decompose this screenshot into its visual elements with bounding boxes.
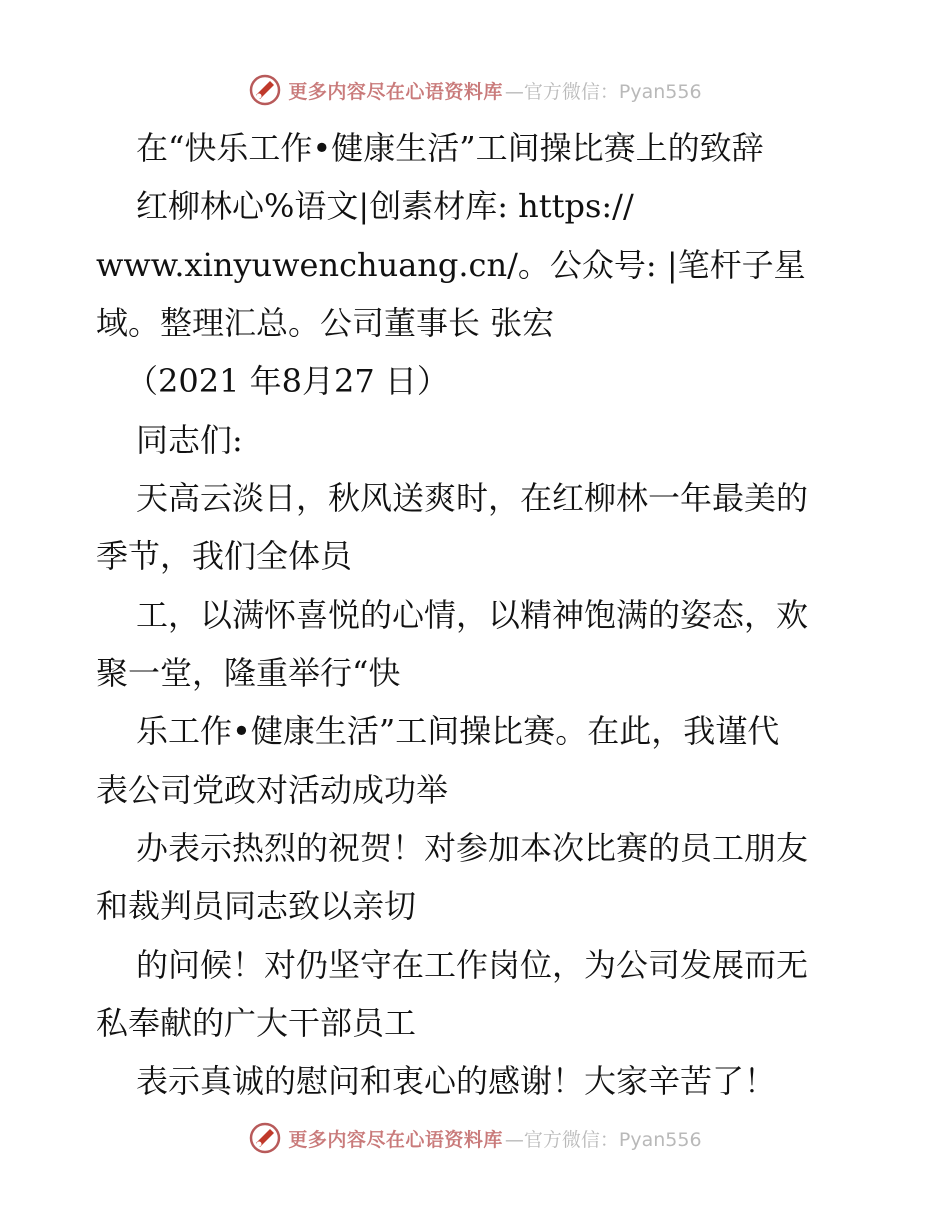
header-banner [0,70,950,110]
logo-icon [248,1121,282,1155]
document-title: 在“快乐工作•健康生活”工间操比赛上的致辞 [136,129,764,167]
text-line: 天高云淡日，秋风送爽时，在红柳林一年最美的 [136,479,809,517]
text-line: 办表示热烈的祝贺！对参加本次比赛的员工朋友 [136,829,809,867]
banner-text: 更多内容尽在心语资料库 [288,1128,503,1151]
text-line: 和裁判员同志致以亲切 [96,887,417,925]
banner-contact: —官方微信：Pyan556 [504,1128,702,1151]
text-line: 私奉献的广大干部员工 [96,1004,417,1042]
text-line: 域。整理汇总。公司董事长 张宏 [96,304,555,342]
text-line: www.xinyuwenchuang.cn/。公众号: |笔杆子星 [96,246,806,284]
text-line: 的问候！对仍坚守在工作岗位，为公司发展而无 [136,946,809,984]
banner-contact: —官方微信：Pyan556 [504,80,702,103]
salutation: 同志们: [136,421,243,459]
text-line: 表公司党政对活动成功举 [96,771,449,809]
text-line: 季节，我们全体员 [96,537,353,575]
date-line: （2021 年8月27 日） [126,362,449,400]
text-line: 表示真诚的慰问和衷心的感谢！大家辛苦了！ [136,1062,777,1100]
text-line: 聚一堂，隆重举行“快 [96,654,401,692]
text-line: 乐工作•健康生活”工间操比赛。在此，我谨代 [136,712,780,750]
logo-icon [248,73,282,107]
banner-text: 更多内容尽在心语资料库 [288,80,503,103]
footer-banner [0,1118,950,1158]
text-line: 红柳林心%语文|创素材库: https:// [136,187,634,225]
text-line: 工，以满怀喜悦的心情，以精神饱满的姿态，欢 [136,596,809,634]
